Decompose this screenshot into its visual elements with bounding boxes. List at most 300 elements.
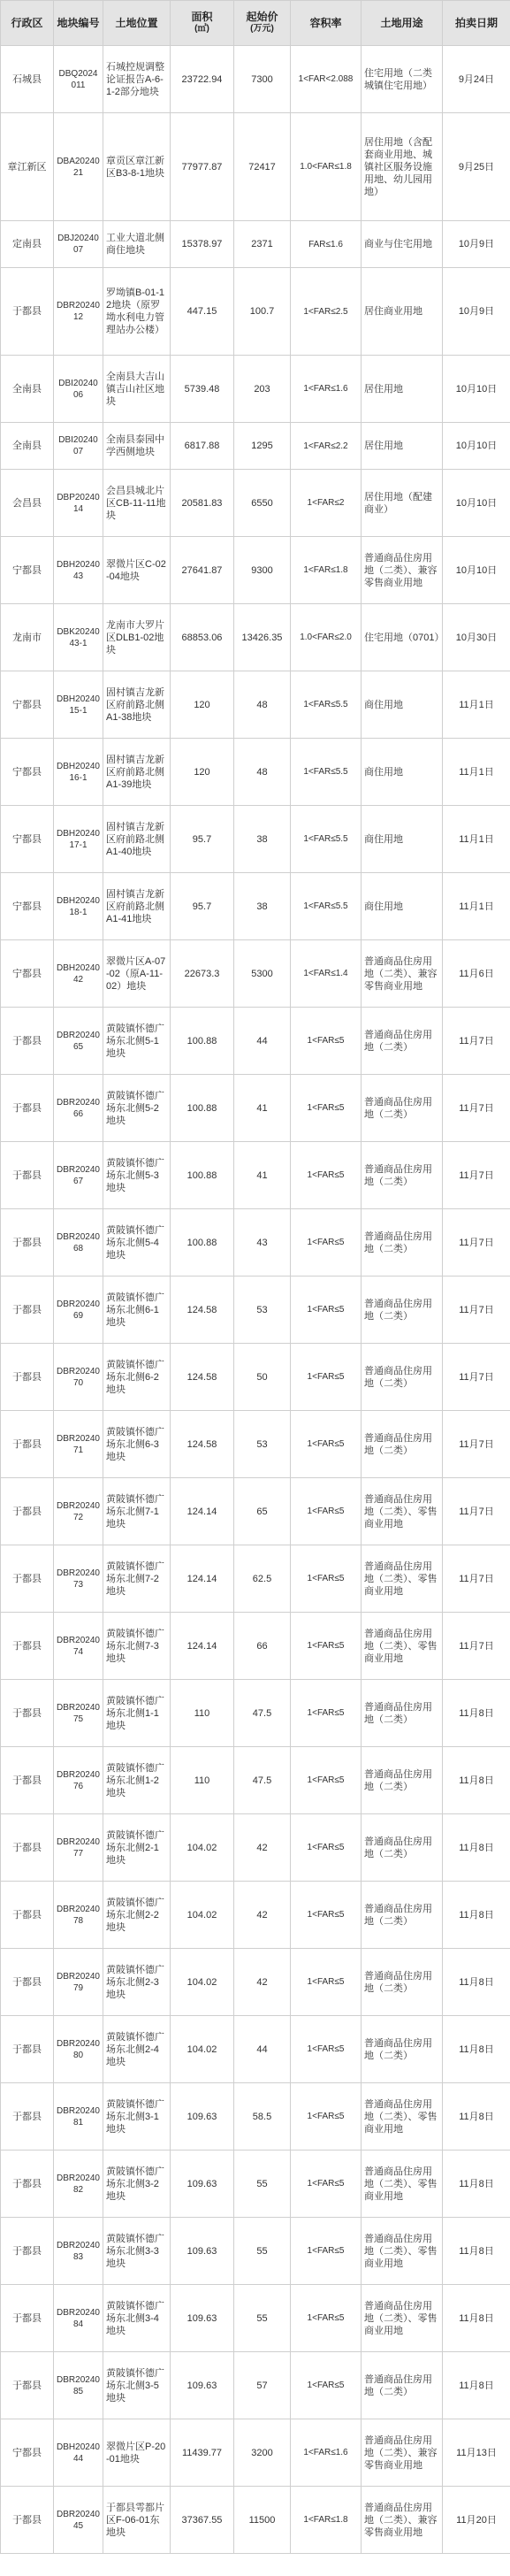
- cell-use: 普通商品住房用地（二类）: [362, 1344, 443, 1411]
- cell-code: DBR2024066: [54, 1075, 103, 1142]
- cell-use: 商住用地: [362, 873, 443, 940]
- header-area-label: 面积: [191, 11, 213, 23]
- cell-price: 57: [234, 2352, 291, 2419]
- cell-far: 1<FAR≤5: [291, 1680, 362, 1747]
- cell-price: 42: [234, 1814, 291, 1882]
- cell-area: 11439.77: [171, 2419, 234, 2487]
- cell-use: 住宅用地（二类城镇住宅用地）: [362, 46, 443, 113]
- cell-area: 100.88: [171, 1008, 234, 1075]
- cell-use: 居住用地: [362, 423, 443, 470]
- cell-far: 1<FAR≤5: [291, 1008, 362, 1075]
- header-use: 土地用途: [362, 1, 443, 46]
- cell-area: 23722.94: [171, 46, 234, 113]
- cell-date: 11月8日: [443, 2285, 510, 2352]
- cell-price: 47.5: [234, 1747, 291, 1814]
- cell-use: 普通商品住房用地（二类）、兼容零售商业用地: [362, 2419, 443, 2487]
- cell-location: 固村镇吉龙新区府前路北侧A1-39地块: [103, 739, 171, 806]
- cell-date: 10月10日: [443, 470, 510, 537]
- cell-use: 普通商品住房用地（二类）、兼容零售商业用地: [362, 940, 443, 1008]
- cell-location: 黄陂镇怀德广场东北侧2-4地块: [103, 2016, 171, 2083]
- cell-code: DBR2024079: [54, 1949, 103, 2016]
- cell-far: FAR≤1.6: [291, 221, 362, 268]
- header-price-label: 起始价: [246, 11, 278, 23]
- cell-far: 1<FAR≤5: [291, 2150, 362, 2218]
- cell-location: 工业大道北侧商住地块: [103, 221, 171, 268]
- cell-price: 55: [234, 2285, 291, 2352]
- cell-area: 37367.55: [171, 2487, 234, 2554]
- cell-price: 42: [234, 1949, 291, 2016]
- cell-date: 11月7日: [443, 1613, 510, 1680]
- cell-area: 124.14: [171, 1613, 234, 1680]
- cell-location: 翠微片区C-02-04地块: [103, 537, 171, 604]
- cell-area: 110: [171, 1680, 234, 1747]
- cell-district: 全南县: [1, 423, 54, 470]
- cell-location: 固村镇吉龙新区府前路北侧A1-41地块: [103, 873, 171, 940]
- cell-date: 10月10日: [443, 537, 510, 604]
- cell-far: 1<FAR<2.088: [291, 46, 362, 113]
- cell-code: DBR2024076: [54, 1747, 103, 1814]
- cell-location: 黄陂镇怀德广场东北侧2-1地块: [103, 1814, 171, 1882]
- cell-location: 翠微片区P-20-01地块: [103, 2419, 171, 2487]
- table-row: [1, 2352, 510, 2419]
- table-row: [1, 2016, 510, 2083]
- cell-date: 11月7日: [443, 1075, 510, 1142]
- cell-date: 11月8日: [443, 2150, 510, 2218]
- cell-far: 1<FAR≤5: [291, 1949, 362, 2016]
- cell-location: 黄陂镇怀德广场东北侧5-3地块: [103, 1142, 171, 1209]
- cell-use: 普通商品住房用地（二类）、零售商业用地: [362, 1545, 443, 1613]
- cell-far: 1<FAR≤5: [291, 1747, 362, 1814]
- cell-use: 普通商品住房用地（二类）: [362, 2352, 443, 2419]
- cell-price: 6550: [234, 470, 291, 537]
- cell-code: DBR2024083: [54, 2218, 103, 2285]
- cell-area: 124.14: [171, 1478, 234, 1545]
- cell-far: 1<FAR≤5.5: [291, 739, 362, 806]
- cell-date: 10月10日: [443, 356, 510, 423]
- cell-location: 黄陂镇怀德广场东北侧2-2地块: [103, 1882, 171, 1949]
- cell-location: 黄陂镇怀德广场东北侧6-2地块: [103, 1344, 171, 1411]
- cell-code: DBP2024014: [54, 470, 103, 537]
- cell-location: 黄陂镇怀德广场东北侧7-1地块: [103, 1478, 171, 1545]
- cell-price: 55: [234, 2218, 291, 2285]
- cell-price: 44: [234, 1008, 291, 1075]
- cell-price: 9300: [234, 537, 291, 604]
- cell-district: 于都县: [1, 1747, 54, 1814]
- cell-location: 龙南市大罗片区DLB1-02地块: [103, 604, 171, 671]
- cell-code: DBH2024018-1: [54, 873, 103, 940]
- cell-area: 124.58: [171, 1344, 234, 1411]
- cell-district: 于都县: [1, 1613, 54, 1680]
- cell-date: 9月24日: [443, 46, 510, 113]
- cell-code: DBR2024073: [54, 1545, 103, 1613]
- cell-area: 22673.3: [171, 940, 234, 1008]
- cell-location: 黄陂镇怀德广场东北侧3-2地块: [103, 2150, 171, 2218]
- cell-area: 124.58: [171, 1411, 234, 1478]
- cell-use: 普通商品住房用地（二类）: [362, 2016, 443, 2083]
- cell-price: 62.5: [234, 1545, 291, 1613]
- cell-date: 11月1日: [443, 806, 510, 873]
- cell-district: 于都县: [1, 2285, 54, 2352]
- cell-date: 11月7日: [443, 1411, 510, 1478]
- cell-far: 1<FAR≤5: [291, 2083, 362, 2150]
- table-row: [1, 873, 510, 940]
- cell-area: 6817.88: [171, 423, 234, 470]
- cell-code: DBR2024077: [54, 1814, 103, 1882]
- cell-district: 宁都县: [1, 537, 54, 604]
- cell-code: DBH2024015-1: [54, 671, 103, 739]
- cell-code: DBA2024021: [54, 113, 103, 221]
- cell-date: 11月7日: [443, 1276, 510, 1344]
- cell-price: 203: [234, 356, 291, 423]
- cell-code: DBH2024017-1: [54, 806, 103, 873]
- cell-location: 黄陂镇怀德广场东北侧7-3地块: [103, 1613, 171, 1680]
- cell-date: 10月9日: [443, 268, 510, 356]
- cell-far: 1<FAR≤1.8: [291, 2487, 362, 2554]
- cell-area: 68853.06: [171, 604, 234, 671]
- cell-date: 11月7日: [443, 1478, 510, 1545]
- header-price-unit: (万元): [250, 24, 274, 34]
- cell-use: 商住用地: [362, 806, 443, 873]
- cell-area: 120: [171, 739, 234, 806]
- header-district: 行政区: [1, 1, 54, 46]
- cell-use: 商住用地: [362, 671, 443, 739]
- cell-area: 109.63: [171, 2083, 234, 2150]
- cell-code: DBR2024084: [54, 2285, 103, 2352]
- cell-code: DBJ2024007: [54, 221, 103, 268]
- table-row: [1, 1613, 510, 1680]
- cell-price: 38: [234, 806, 291, 873]
- table-row: [1, 537, 510, 604]
- cell-far: 1<FAR≤5: [291, 1478, 362, 1545]
- cell-district: 于都县: [1, 1411, 54, 1478]
- cell-district: 于都县: [1, 1545, 54, 1613]
- cell-far: 1<FAR≤1.6: [291, 2419, 362, 2487]
- cell-use: 住宅用地（0701）: [362, 604, 443, 671]
- cell-location: 固村镇吉龙新区府前路北侧A1-40地块: [103, 806, 171, 873]
- cell-price: 41: [234, 1075, 291, 1142]
- cell-code: DBR2024072: [54, 1478, 103, 1545]
- cell-price: 66: [234, 1613, 291, 1680]
- cell-location: 黄陂镇怀德广场东北侧5-4地块: [103, 1209, 171, 1276]
- cell-far: 1<FAR≤1.4: [291, 940, 362, 1008]
- cell-far: 1<FAR≤5: [291, 2352, 362, 2419]
- cell-price: 1295: [234, 423, 291, 470]
- cell-date: 11月8日: [443, 1747, 510, 1814]
- cell-date: 10月30日: [443, 604, 510, 671]
- cell-use: 居住用地（配建商业）: [362, 470, 443, 537]
- cell-date: 11月7日: [443, 1344, 510, 1411]
- table-row: [1, 1814, 510, 1882]
- cell-code: DBR2024085: [54, 2352, 103, 2419]
- cell-location: 石城控规调整论证报告A-6-1-2部分地块: [103, 46, 171, 113]
- cell-location: 黄陂镇怀德广场东北侧3-1地块: [103, 2083, 171, 2150]
- cell-use: 普通商品住房用地（二类）: [362, 1142, 443, 1209]
- table-row: [1, 739, 510, 806]
- cell-use: 普通商品住房用地（二类）、零售商业用地: [362, 2285, 443, 2352]
- cell-use: 普通商品住房用地（二类）、兼容零售商业用地: [362, 2487, 443, 2554]
- cell-date: 11月7日: [443, 1142, 510, 1209]
- cell-area: 110: [171, 1747, 234, 1814]
- cell-date: 11月7日: [443, 1545, 510, 1613]
- cell-far: 1<FAR≤5: [291, 1075, 362, 1142]
- cell-far: 1<FAR≤1.6: [291, 356, 362, 423]
- cell-code: DBR2024081: [54, 2083, 103, 2150]
- cell-code: DBR2024074: [54, 1613, 103, 1680]
- cell-code: DBR2024065: [54, 1008, 103, 1075]
- cell-far: 1<FAR≤5.5: [291, 671, 362, 739]
- cell-use: 普通商品住房用地（二类）、零售商业用地: [362, 2150, 443, 2218]
- cell-price: 65: [234, 1478, 291, 1545]
- cell-use: 商业与住宅用地: [362, 221, 443, 268]
- cell-far: 1<FAR≤5: [291, 1814, 362, 1882]
- cell-location: 黄陂镇怀德广场东北侧3-3地块: [103, 2218, 171, 2285]
- cell-code: DBR2024082: [54, 2150, 103, 2218]
- cell-district: 龙南市: [1, 604, 54, 671]
- cell-location: 罗坳镇B-01-12地块（原罗坳水利电力管理站办公楼）: [103, 268, 171, 356]
- cell-date: 11月7日: [443, 1209, 510, 1276]
- table-row: [1, 1142, 510, 1209]
- cell-date: 11月8日: [443, 2083, 510, 2150]
- cell-location: 黄陂镇怀德广场东北侧5-1地块: [103, 1008, 171, 1075]
- cell-date: 11月1日: [443, 873, 510, 940]
- cell-date: 11月8日: [443, 1680, 510, 1747]
- cell-location: 黄陂镇怀德广场东北侧5-2地块: [103, 1075, 171, 1142]
- cell-code: DBI2024006: [54, 356, 103, 423]
- cell-district: 宁都县: [1, 873, 54, 940]
- cell-code: DBR2024075: [54, 1680, 103, 1747]
- cell-use: 普通商品住房用地（二类）、零售商业用地: [362, 2083, 443, 2150]
- table-body: [1, 46, 510, 2554]
- cell-date: 11月20日: [443, 2487, 510, 2554]
- cell-use: 普通商品住房用地（二类）: [362, 1008, 443, 1075]
- cell-far: 1<FAR≤5: [291, 1613, 362, 1680]
- cell-use: 普通商品住房用地（二类）: [362, 1747, 443, 1814]
- header-far: 容积率: [291, 1, 362, 46]
- cell-use: 普通商品住房用地（二类）: [362, 1680, 443, 1747]
- cell-date: 11月13日: [443, 2419, 510, 2487]
- cell-area: 20581.83: [171, 470, 234, 537]
- cell-far: 1<FAR≤5: [291, 1276, 362, 1344]
- cell-area: 124.14: [171, 1545, 234, 1613]
- cell-district: 定南县: [1, 221, 54, 268]
- cell-far: 1<FAR≤5: [291, 1411, 362, 1478]
- cell-price: 47.5: [234, 1680, 291, 1747]
- cell-price: 48: [234, 739, 291, 806]
- cell-district: 石城县: [1, 46, 54, 113]
- cell-code: DBR2024069: [54, 1276, 103, 1344]
- header-code: 地块编号: [54, 1, 103, 46]
- cell-location: 全南县泰园中学西侧地块: [103, 423, 171, 470]
- cell-district: 于都县: [1, 1276, 54, 1344]
- cell-code: DBI2024007: [54, 423, 103, 470]
- cell-price: 7300: [234, 46, 291, 113]
- cell-location: 黄陂镇怀德广场东北侧3-4地块: [103, 2285, 171, 2352]
- cell-district: 于都县: [1, 2083, 54, 2150]
- header-date: 拍卖日期: [443, 1, 510, 46]
- table-row: [1, 1747, 510, 1814]
- table-row: [1, 1882, 510, 1949]
- cell-area: 15378.97: [171, 221, 234, 268]
- cell-location: 章贡区章江新区B3-8-1地块: [103, 113, 171, 221]
- cell-district: 于都县: [1, 1142, 54, 1209]
- cell-area: 124.58: [171, 1276, 234, 1344]
- cell-code: DBR2024078: [54, 1882, 103, 1949]
- cell-use: 居住商业用地: [362, 268, 443, 356]
- header-area-unit: (㎡): [194, 24, 209, 34]
- cell-far: 1<FAR≤5: [291, 1545, 362, 1613]
- table-row: [1, 470, 510, 537]
- cell-area: 100.88: [171, 1075, 234, 1142]
- cell-area: 447.15: [171, 268, 234, 356]
- cell-district: 于都县: [1, 1209, 54, 1276]
- cell-use: 普通商品住房用地（二类）: [362, 1276, 443, 1344]
- cell-date: 11月7日: [443, 1008, 510, 1075]
- cell-code: DBH2024042: [54, 940, 103, 1008]
- cell-area: 104.02: [171, 1882, 234, 1949]
- cell-district: 会昌县: [1, 470, 54, 537]
- table-row: [1, 1411, 510, 1478]
- table-row: [1, 2218, 510, 2285]
- cell-use: 普通商品住房用地（二类）: [362, 1075, 443, 1142]
- cell-use: 居住用地: [362, 356, 443, 423]
- cell-far: 1<FAR≤5.5: [291, 873, 362, 940]
- cell-date: 11月1日: [443, 671, 510, 739]
- table-row: [1, 1949, 510, 2016]
- cell-district: 于都县: [1, 1814, 54, 1882]
- cell-price: 38: [234, 873, 291, 940]
- cell-far: 1<FAR≤5: [291, 1142, 362, 1209]
- cell-far: 1<FAR≤5.5: [291, 806, 362, 873]
- cell-area: 104.02: [171, 2016, 234, 2083]
- table-row: [1, 46, 510, 113]
- cell-area: 109.63: [171, 2352, 234, 2419]
- cell-district: 于都县: [1, 1949, 54, 2016]
- cell-district: 于都县: [1, 2487, 54, 2554]
- table-row: [1, 1478, 510, 1545]
- table-row: [1, 1680, 510, 1747]
- table-row: [1, 806, 510, 873]
- cell-far: 1<FAR≤2.5: [291, 268, 362, 356]
- cell-district: 于都县: [1, 1344, 54, 1411]
- cell-code: DBR2024071: [54, 1411, 103, 1478]
- cell-date: 11月6日: [443, 940, 510, 1008]
- cell-area: 104.02: [171, 1949, 234, 2016]
- cell-location: 黄陂镇怀德广场东北侧1-1地块: [103, 1680, 171, 1747]
- cell-code: DBR2024067: [54, 1142, 103, 1209]
- cell-code: DBH2024044: [54, 2419, 103, 2487]
- cell-far: 1<FAR≤5: [291, 1209, 362, 1276]
- cell-use: 商住用地: [362, 739, 443, 806]
- table-row: [1, 2083, 510, 2150]
- cell-use: 普通商品住房用地（二类）: [362, 1949, 443, 2016]
- cell-far: 1<FAR≤2: [291, 470, 362, 537]
- cell-far: 1<FAR≤5: [291, 2016, 362, 2083]
- table-row: [1, 1209, 510, 1276]
- cell-far: 1<FAR≤5: [291, 2285, 362, 2352]
- header-price: [234, 1, 291, 46]
- cell-area: 109.63: [171, 2218, 234, 2285]
- cell-date: 11月8日: [443, 1882, 510, 1949]
- cell-price: 58.5: [234, 2083, 291, 2150]
- cell-date: 11月8日: [443, 2218, 510, 2285]
- cell-price: 50: [234, 1344, 291, 1411]
- cell-area: 77977.87: [171, 113, 234, 221]
- cell-far: 1<FAR≤5: [291, 2218, 362, 2285]
- cell-price: 5300: [234, 940, 291, 1008]
- cell-date: 11月8日: [443, 1949, 510, 2016]
- cell-code: DBR2024012: [54, 268, 103, 356]
- cell-location: 黄陂镇怀德广场东北侧6-1地块: [103, 1276, 171, 1344]
- cell-district: 宁都县: [1, 940, 54, 1008]
- cell-price: 53: [234, 1411, 291, 1478]
- cell-far: 1<FAR≤2.2: [291, 423, 362, 470]
- cell-price: 11500: [234, 2487, 291, 2554]
- cell-use: 普通商品住房用地（二类）: [362, 1882, 443, 1949]
- cell-code: DBK2024043-1: [54, 604, 103, 671]
- cell-area: 104.02: [171, 1814, 234, 1882]
- cell-price: 55: [234, 2150, 291, 2218]
- cell-date: 11月1日: [443, 739, 510, 806]
- table-row: [1, 1344, 510, 1411]
- cell-district: 于都县: [1, 1008, 54, 1075]
- cell-location: 翠微片区A-07-02（原A-11-02）地块: [103, 940, 171, 1008]
- cell-location: 黄陂镇怀德广场东北侧3-5地块: [103, 2352, 171, 2419]
- cell-code: DBR2024045: [54, 2487, 103, 2554]
- cell-code: DBR2024080: [54, 2016, 103, 2083]
- table-row: [1, 113, 510, 221]
- cell-location: 全南县大吉山镇吉山社区地块: [103, 356, 171, 423]
- cell-price: 2371: [234, 221, 291, 268]
- table-row: [1, 1008, 510, 1075]
- cell-district: 章江新区: [1, 113, 54, 221]
- cell-price: 3200: [234, 2419, 291, 2487]
- cell-area: 5739.48: [171, 356, 234, 423]
- cell-area: 120: [171, 671, 234, 739]
- table-row: [1, 2150, 510, 2218]
- cell-use: 普通商品住房用地（二类）: [362, 1209, 443, 1276]
- cell-use: 普通商品住房用地（二类）、零售商业用地: [362, 2218, 443, 2285]
- cell-price: 72417: [234, 113, 291, 221]
- cell-area: 100.88: [171, 1209, 234, 1276]
- cell-location: 黄陂镇怀德广场东北侧7-2地块: [103, 1545, 171, 1613]
- cell-code: DBR2024070: [54, 1344, 103, 1411]
- cell-far: 1.0<FAR≤2.0: [291, 604, 362, 671]
- cell-price: 13426.35: [234, 604, 291, 671]
- cell-location: 固村镇吉龙新区府前路北侧A1-38地块: [103, 671, 171, 739]
- cell-code: DBQ2024011: [54, 46, 103, 113]
- cell-far: 1<FAR≤1.8: [291, 537, 362, 604]
- table-row: [1, 940, 510, 1008]
- table-row: [1, 356, 510, 423]
- table-row: [1, 1545, 510, 1613]
- table-row: [1, 671, 510, 739]
- cell-district: 宁都县: [1, 2419, 54, 2487]
- cell-use: 普通商品住房用地（二类）、零售商业用地: [362, 1613, 443, 1680]
- cell-district: 于都县: [1, 268, 54, 356]
- cell-code: DBH2024016-1: [54, 739, 103, 806]
- cell-district: 于都县: [1, 2352, 54, 2419]
- cell-use: 普通商品住房用地（二类）、零售商业用地: [362, 1478, 443, 1545]
- cell-price: 44: [234, 2016, 291, 2083]
- header-location: 土地位置: [103, 1, 171, 46]
- cell-date: 9月25日: [443, 113, 510, 221]
- cell-district: 于都县: [1, 2016, 54, 2083]
- cell-price: 43: [234, 1209, 291, 1276]
- cell-district: 于都县: [1, 1882, 54, 1949]
- cell-location: 黄陂镇怀德广场东北侧2-3地块: [103, 1949, 171, 2016]
- cell-area: 109.63: [171, 2150, 234, 2218]
- cell-location: 于都县雩都片区F-06-01东地块: [103, 2487, 171, 2554]
